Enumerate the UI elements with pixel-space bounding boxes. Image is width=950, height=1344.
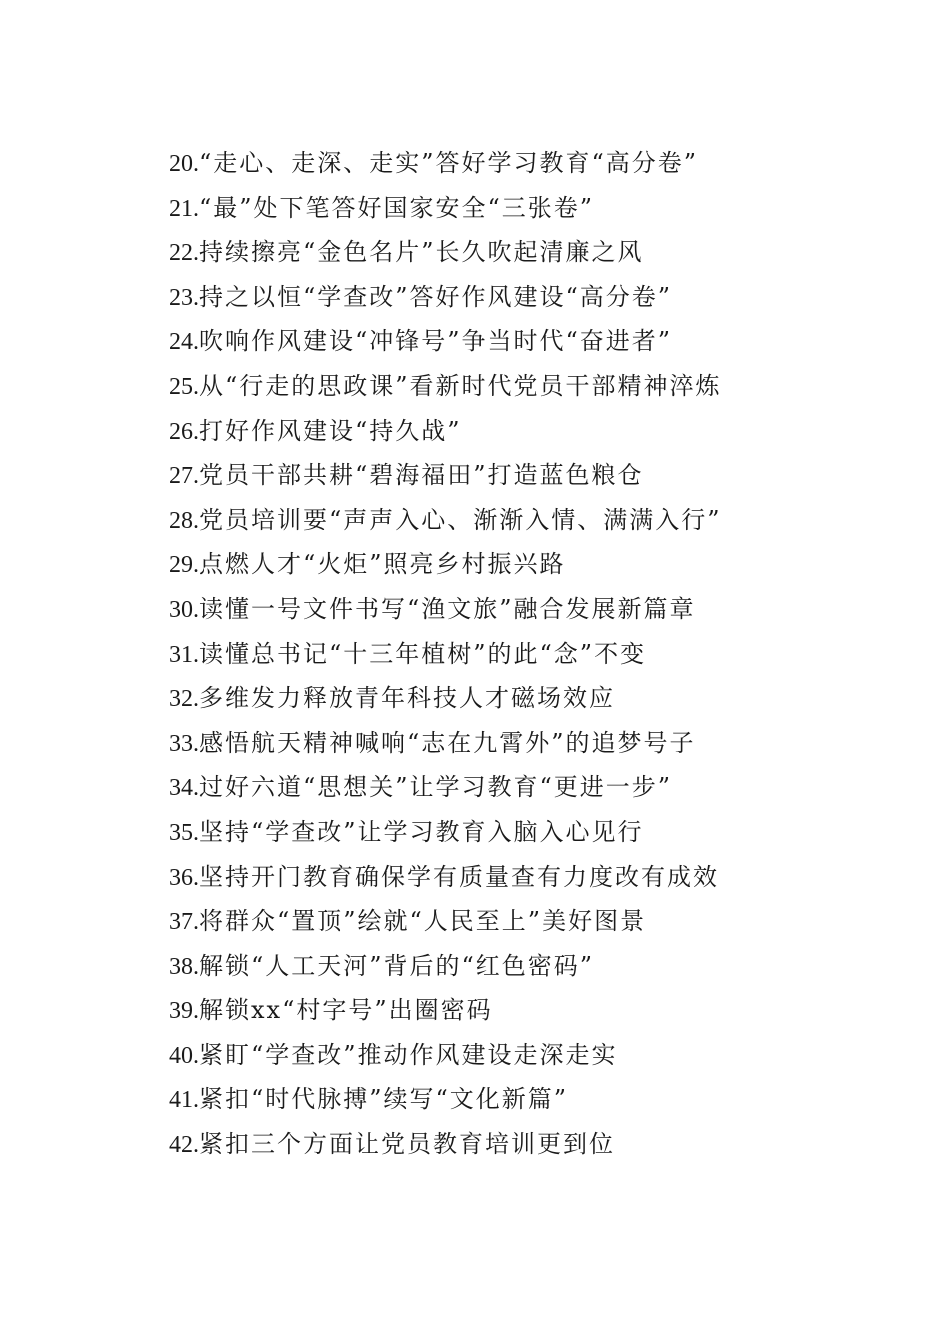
item-text: 从“行走的思政课”看新时代党员干部精神淬炼 [199,371,722,400]
item-text: 感悟航天精神喊响“志在九霄外”的追梦号子 [199,728,696,757]
item-number: 35. [169,819,199,846]
item-number: 37. [169,909,199,936]
list-item [169,765,909,810]
list-item [169,676,909,721]
item-text: “最”处下笔答好国家安全“三张卷” [199,193,595,222]
item-number: 33. [169,730,199,757]
list-item [169,141,909,186]
item-number: 29. [169,552,199,579]
list-item [169,721,909,766]
item-text: 过好六道“思想关”让学习教育“更进一步” [199,773,673,802]
item-text: 将群众“置顶”绘就“人民至上”美好图景 [199,907,647,936]
item-number: 22. [169,240,199,267]
item-number: 23. [169,284,199,311]
item-number: 31. [169,641,199,668]
list-item [169,855,909,900]
list-item [169,498,909,543]
item-number: 39. [169,998,199,1025]
item-text: 点燃人才“火炬”照亮乡村振兴路 [199,550,566,579]
item-text: 解锁“人工天河”背后的“红色密码” [199,951,595,980]
item-text: 读懂一号文件书写“渔文旅”融合发展新篇章 [199,594,696,623]
list-item [169,1077,909,1122]
item-text: 打好作风建设“持久战” [199,416,462,445]
list-item [169,453,909,498]
item-text: 紧扣“时代脉搏”续写“文化新篇” [199,1085,569,1114]
item-text: 读懂总书记“十三年植树”的此“念”不变 [199,639,647,668]
item-text: 党员干部共耕“碧海福田”打造蓝色粮仓 [199,461,644,490]
list-item [169,409,909,454]
item-text: 坚持开门教育确保学有质量查有力度改有成效 [199,862,719,891]
item-text: 吹响作风建设“冲锋号”争当时代“奋进者” [199,327,673,356]
item-number: 21. [169,195,199,222]
item-number: 20. [169,151,199,177]
item-text: 紧盯“学查改”推动作风建设走深走实 [199,1040,618,1069]
list-item [169,944,909,989]
item-number: 25. [169,373,199,400]
list-item [169,542,909,587]
item-number: 24. [169,329,199,356]
list-item [169,587,909,632]
item-number: 26. [169,418,199,445]
item-number: 27. [169,463,199,490]
list-item [169,364,909,409]
item-text: 持之以恒“学查改”答好作风建设“高分卷” [199,282,673,311]
item-text: 紧扣三个方面让党员教育培训更到位 [199,1130,615,1159]
item-number: 42. [169,1132,199,1159]
list-item [169,186,909,231]
list-item [169,810,909,855]
item-number: 38. [169,953,199,980]
item-number: 30. [169,596,199,623]
list-item [169,1033,909,1078]
list-item [169,230,909,275]
list-item [169,899,909,944]
item-text: 党员培训要“声声入心、渐渐入情、满满入行” [199,505,722,534]
item-text: “走心、走深、走实”答好学习教育“高分卷” [199,149,699,177]
item-number: 34. [169,775,199,802]
item-number: 32. [169,686,199,713]
list-item [169,632,909,677]
item-number: 41. [169,1087,199,1114]
item-number: 28. [169,507,199,534]
list-item [169,319,909,364]
item-text: 解锁xx“村字号”出圈密码 [199,996,493,1025]
item-number: 40. [169,1042,199,1069]
item-text: 持续擦亮“金色名片”长久吹起清廉之风 [199,238,644,267]
list-item [169,275,909,320]
list-item [169,988,909,1033]
title-list [169,141,909,1167]
item-number: 36. [169,864,199,891]
item-text: 多维发力释放青年科技人才磁场效应 [199,684,615,713]
item-text: 坚持“学查改”让学习教育入脑入心见行 [199,817,644,846]
list-item [169,1122,909,1167]
